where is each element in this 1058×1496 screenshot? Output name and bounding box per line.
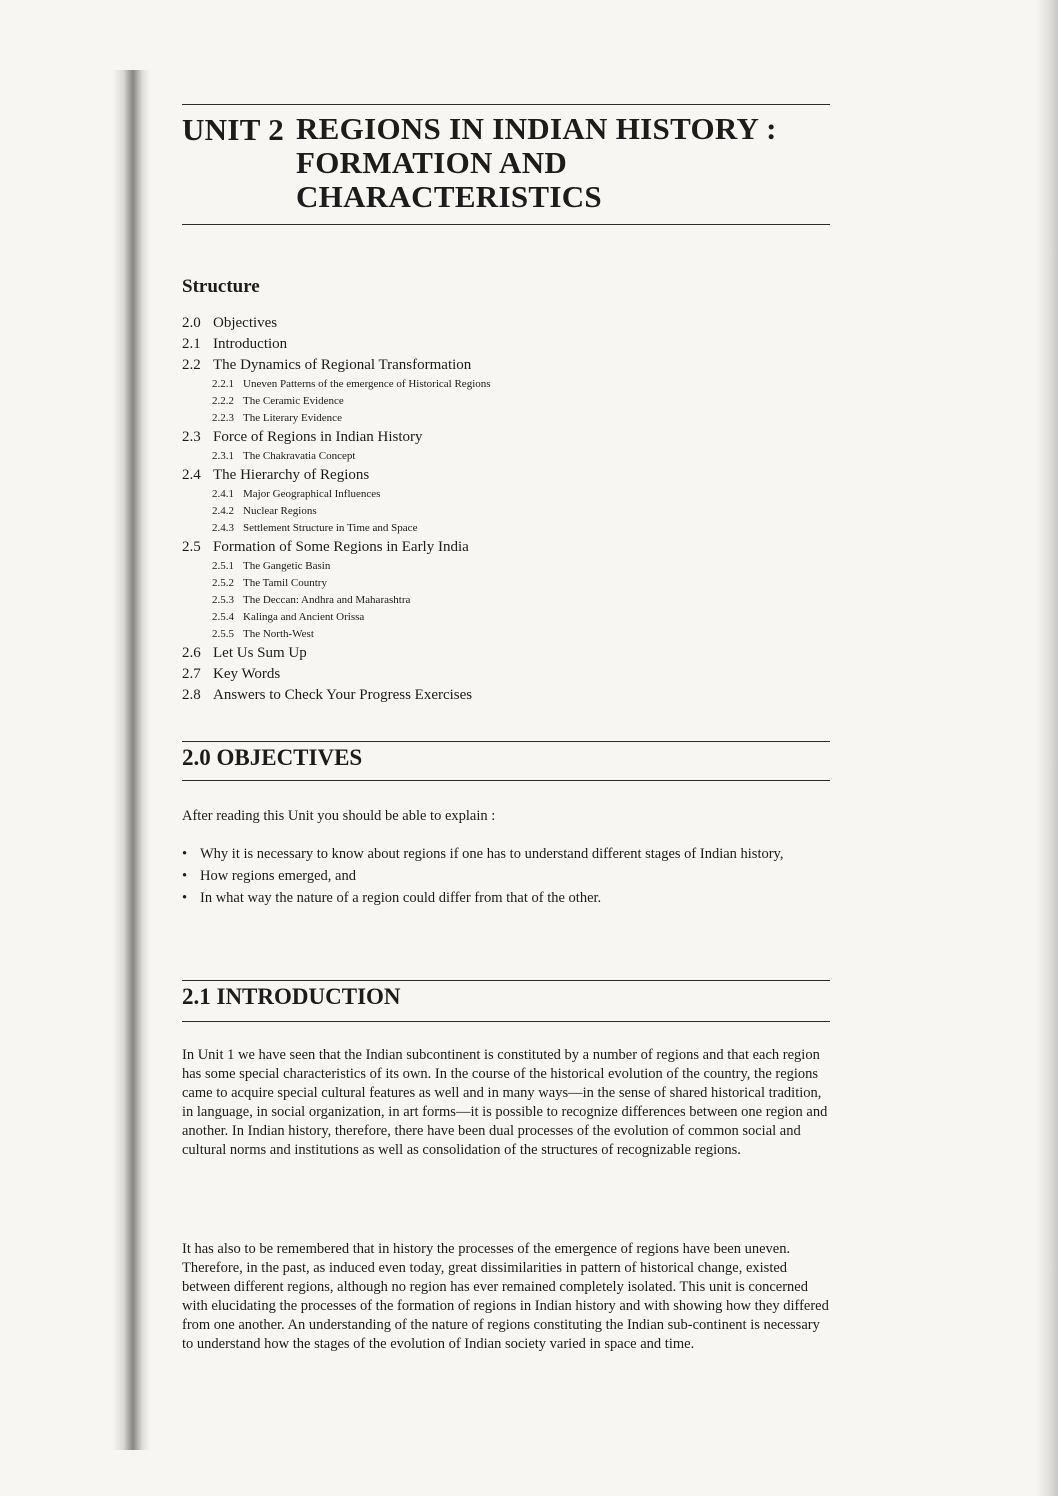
objectives-heading: 2.0 OBJECTIVES bbox=[182, 745, 363, 770]
toc-item bbox=[182, 685, 491, 706]
toc-item-label: Formation of Some Regions in Early India bbox=[213, 539, 469, 555]
toc-item-label: Kalinga and Ancient Orissa bbox=[243, 611, 365, 623]
objective-item: • How regions emerged, and bbox=[182, 866, 832, 886]
toc-item-label: Force of Regions in Indian History bbox=[213, 429, 423, 445]
toc-item-label: The Hierarchy of Regions bbox=[213, 467, 370, 483]
toc-item-label: The Tamil Country bbox=[243, 577, 327, 589]
toc-item bbox=[182, 334, 491, 355]
toc-item bbox=[182, 355, 491, 376]
toc-item-number: 2.2.2 bbox=[212, 395, 234, 407]
toc-item-label: Let Us Sum Up bbox=[213, 645, 307, 661]
toc-item bbox=[182, 427, 491, 448]
toc-item-number: 2.2 bbox=[182, 357, 201, 373]
objectives-intro: After reading this Unit you should be able to explain : bbox=[182, 808, 496, 824]
toc-item-number: 2.1 bbox=[182, 336, 201, 352]
objectives-bottom-rule bbox=[182, 780, 830, 781]
toc-item-number: 2.5.5 bbox=[212, 628, 234, 640]
toc-item-number: 2.5.2 bbox=[212, 577, 234, 589]
objective-item: • In what way the nature of a region could differ from that of the other. bbox=[182, 888, 832, 908]
toc-subitem bbox=[182, 486, 491, 503]
toc-item-label: The Literary Evidence bbox=[243, 412, 342, 424]
toc-item-label: Objectives bbox=[213, 315, 278, 331]
toc-item bbox=[182, 313, 491, 334]
objectives-top-rule bbox=[182, 741, 830, 742]
toc-subitem bbox=[182, 448, 491, 465]
toc-item-number: 2.2.1 bbox=[212, 378, 234, 390]
toc-subitem bbox=[182, 609, 491, 626]
unit-title-line: REGIONS IN INDIAN HISTORY : bbox=[296, 111, 777, 146]
toc-item-label: Major Geographical Influences bbox=[243, 488, 381, 500]
toc-subitem bbox=[182, 592, 491, 609]
toc-item-label: Nuclear Regions bbox=[243, 505, 317, 517]
toc-item bbox=[182, 643, 491, 664]
toc-item-label: The Ceramic Evidence bbox=[243, 395, 344, 407]
introduction-top-rule bbox=[182, 980, 830, 981]
toc-item-number: 2.5.1 bbox=[212, 560, 234, 572]
toc-item-label: The Gangetic Basin bbox=[243, 560, 331, 572]
toc-subitem bbox=[182, 376, 491, 393]
title-top-rule bbox=[182, 104, 830, 105]
toc-item-number: 2.8 bbox=[182, 687, 201, 703]
introduction-heading: 2.1 INTRODUCTION bbox=[182, 984, 401, 1009]
page-binding-shadow bbox=[112, 70, 150, 1450]
toc-item bbox=[182, 465, 491, 486]
objective-item: • Why it is necessary to know about regions if one has to understand different stages of Indian history, bbox=[182, 844, 832, 864]
toc-item-number: 2.6 bbox=[182, 645, 201, 661]
unit-title bbox=[296, 112, 777, 214]
toc-item bbox=[182, 664, 491, 685]
toc-item-label: Answers to Check Your Progress Exercises bbox=[213, 687, 473, 703]
toc-item-number: 2.3 bbox=[182, 429, 201, 445]
toc-item-number: 2.3.1 bbox=[212, 450, 234, 462]
structure-heading: Structure bbox=[182, 276, 260, 297]
toc-subitem bbox=[182, 503, 491, 520]
toc-item-label: Key Words bbox=[213, 666, 281, 682]
structure-list bbox=[182, 313, 491, 706]
toc-subitem bbox=[182, 575, 491, 592]
toc-item bbox=[182, 537, 491, 558]
toc-item-number: 2.7 bbox=[182, 666, 201, 682]
toc-item-number: 2.2.3 bbox=[212, 412, 234, 424]
toc-subitem bbox=[182, 520, 491, 537]
toc-item-number: 2.5.3 bbox=[212, 594, 234, 606]
unit-title-line: CHARACTERISTICS bbox=[296, 179, 602, 214]
introduction-bottom-rule bbox=[182, 1021, 830, 1022]
toc-subitem bbox=[182, 410, 491, 427]
toc-item-label: The North-West bbox=[243, 628, 314, 640]
introduction-paragraph: In Unit 1 we have seen that the Indian subcontinent is constituted by a number of regions and that each region has some special characteristics of its own. In the course of the historical evolution of the country, the regions came to acquire special cultural features as well and in many ways—in the sense of shared historical tradition, in language, in social organization, in art forms—it is possible to recognize differences between one region and another. In Indian history, therefore, there have been dual processes of the evolution of common social and cultural norms and institutions as well as consolidation of the structures of recognizable regions. bbox=[182, 1047, 828, 1158]
toc-item-label: Uneven Patterns of the emergence of Historical Regions bbox=[243, 378, 491, 390]
toc-item-number: 2.0 bbox=[182, 315, 201, 331]
unit-number: UNIT 2 bbox=[182, 112, 285, 147]
page-edge-shadow bbox=[1036, 0, 1058, 1496]
toc-item-number: 2.4.3 bbox=[212, 522, 234, 534]
toc-item-label: Settlement Structure in Time and Space bbox=[243, 522, 418, 534]
toc-item-label: The Dynamics of Regional Transformation bbox=[213, 357, 472, 373]
toc-item-number: 2.5.4 bbox=[212, 611, 234, 623]
toc-item-label: The Chakravatia Concept bbox=[243, 450, 356, 462]
toc-item-label: The Deccan: Andhra and Maharashtra bbox=[243, 594, 411, 606]
toc-subitem bbox=[182, 393, 491, 410]
toc-subitem bbox=[182, 626, 491, 643]
objectives-list bbox=[182, 844, 832, 910]
toc-item-number: 2.4 bbox=[182, 467, 201, 483]
toc-item-label: Introduction bbox=[213, 336, 288, 352]
title-bottom-rule bbox=[182, 224, 830, 225]
unit-title-line: FORMATION AND bbox=[296, 145, 568, 180]
toc-item-number: 2.4.1 bbox=[212, 488, 234, 500]
introduction-paragraph: It has also to be remembered that in history the processes of the emergence of regions have been uneven. Therefore, in the past, as induced even today, great dissimilarities in pattern of historical change, existed between different regions, although no region has ever remained completely isolated. This unit is concerned with elucidating the processes of the formation of regions in Indian history and with showing how they differed from one another. An understanding of the nature of regions constituting the Indian sub-continent is necessary to understand how the stages of the evolution of Indian society varied in space and time. bbox=[182, 1241, 829, 1352]
toc-item-number: 2.5 bbox=[182, 539, 201, 555]
toc-item-number: 2.4.2 bbox=[212, 505, 234, 517]
toc-subitem bbox=[182, 558, 491, 575]
